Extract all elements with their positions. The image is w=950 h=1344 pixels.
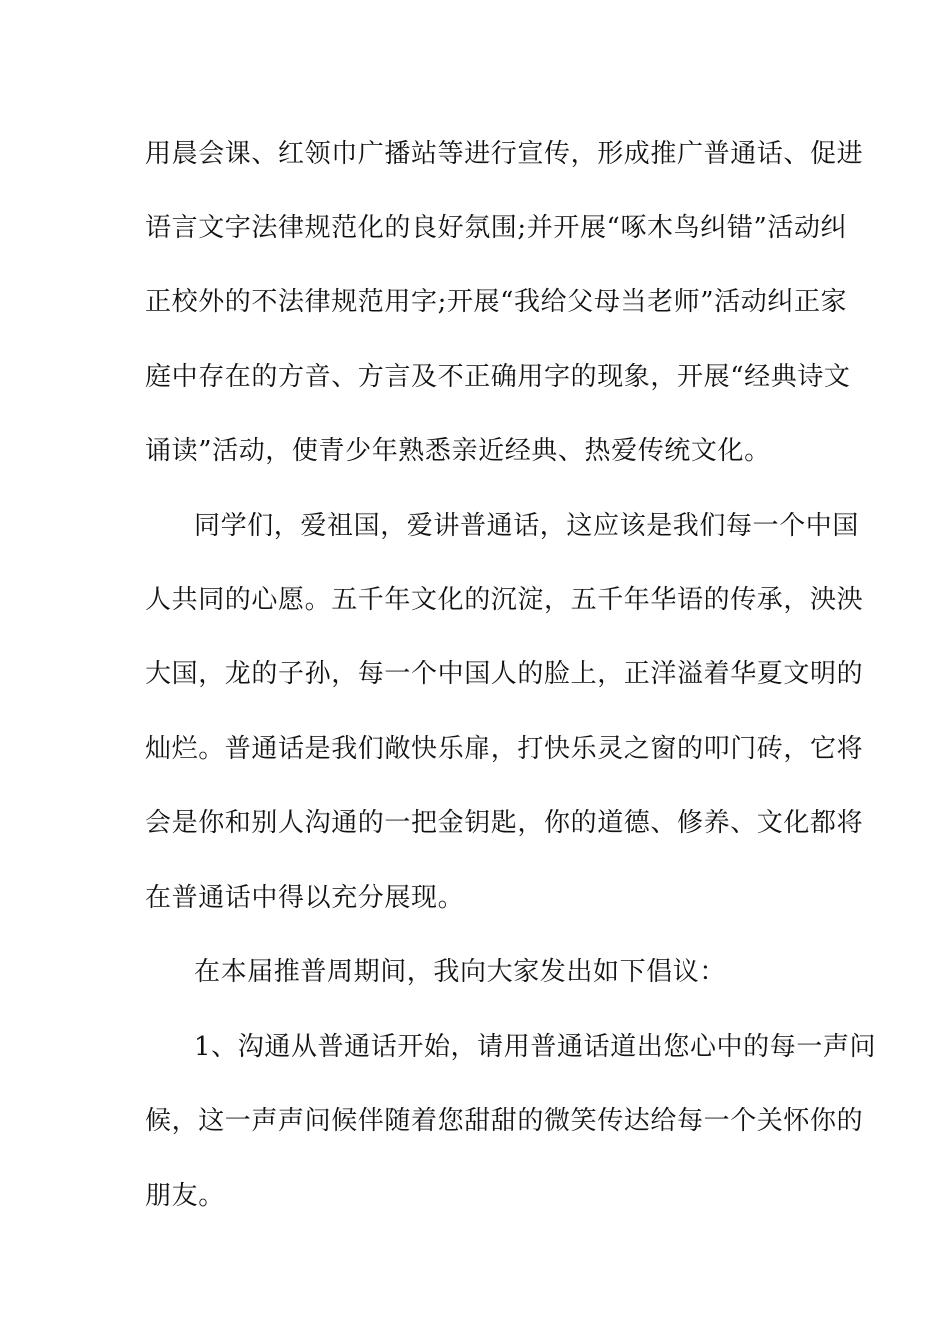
paragraph-line: 庭中存在的方音、方言及不正确用字的现象，开展“经典诗文 (145, 362, 851, 392)
paragraph-line: 灿烂。普通话是我们敞快乐扉，打快乐灵之窗的叩门砖，它将 (145, 734, 864, 764)
paragraph-line: 1、沟通从普通话开始，请用普通话道出您心中的每一声问 (194, 1032, 877, 1062)
paragraph-line: 在本届推普周期间，我向大家发出如下倡议： (194, 957, 727, 987)
paragraph-line: 用晨会课、红领巾广播站等进行宣传，形成推广普通话、促进 (145, 139, 864, 169)
paragraph-line: 在普通话中得以充分展现。 (145, 883, 465, 913)
paragraph-line: 同学们，爱祖国，爱讲普通话，这应该是我们每一个中国 (194, 511, 860, 541)
paragraph-line: 候，这一声声问候伴随着您甜甜的微笑传达给每一个关怀你的 (145, 1106, 864, 1136)
paragraph-line: 人共同的心愿。五千年文化的沉淀，五千年华语的传承，泱泱 (145, 585, 864, 615)
paragraph-line: 正校外的不法律规范用字;开展“我给父母当老师”活动纠正家 (145, 287, 848, 317)
paragraph-line: 朋友。 (145, 1181, 225, 1211)
paragraph-line: 会是你和别人沟通的一把金钥匙，你的道德、修养、文化都将 (145, 808, 864, 838)
paragraph-line: 语言文字法律规范化的良好氛围;并开展“啄木鸟纠错”活动纠 (145, 213, 848, 243)
paragraph-line: 大国，龙的子孙，每一个中国人的脸上，正洋溢着华夏文明的 (145, 659, 864, 689)
paragraph-line: 诵读”活动，使青少年熟悉亲近经典、热爱传统文化。 (145, 436, 771, 466)
